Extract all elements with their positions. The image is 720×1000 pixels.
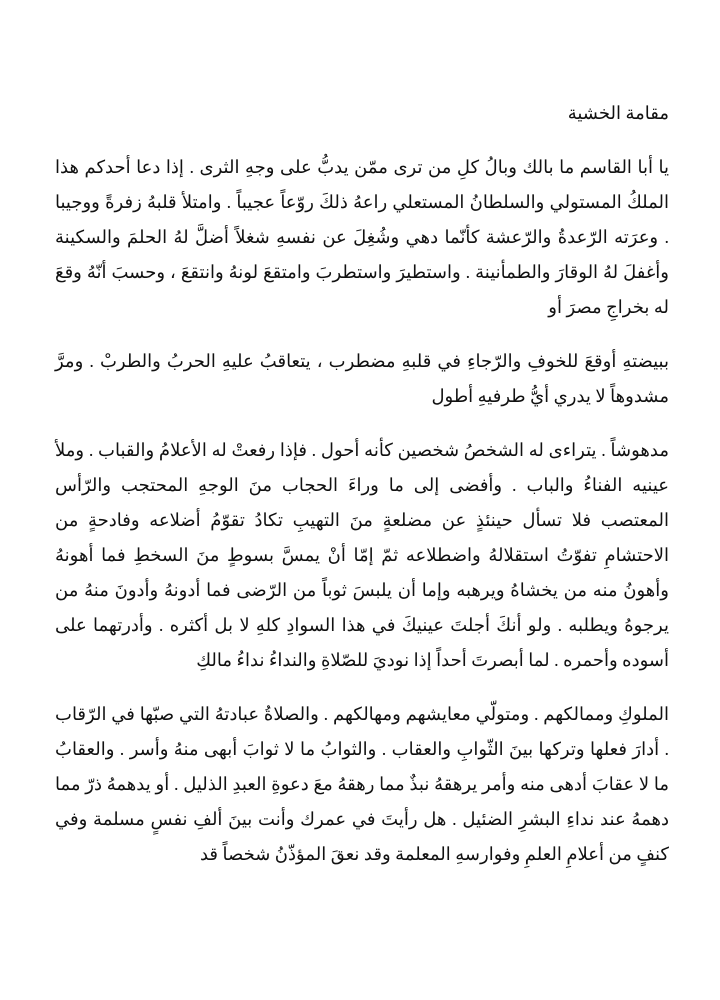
paragraph-3: مدهوشاً . يتراءى له الشخصُ شخصين كأنه أحول . فإذا رفعتْ له الأعلامُ والقباب . وملأ عينيه الفناءُ والباب . وأفضى إلى ما وراءَ الحجاب منَ الوجهِ المحتجب والرّأس المعتصب فلا تسأل حينئذٍ عن مضلعةٍ منَ التهيبِ تكادُ تقوّمُ أضلاعه وفادحةٍ من الاحتشامِ تفوّتُ استقلالهُ واضطلاعه ثمّ إمّا أنْ يمسَّ بسوطٍ منَ السخطِ فما أهونهُ وأهونُ منه من يخشاهُ ويرهبه وإما أن يلبسَ ثوباً من الرّضى فما أدونهُ وأدونَ منهُ من يرجوهُ ويطلبه . ولو أنكَ أجلتَ عينيكَ في هذا السوادِ كلهِ لا بل أكثره . وأدرتهما على أسوده وأحمره . لما أبصرتَ أحداً إذا نوديَ للصّلاةِ والنداءُ نداءُ مالكِ [55, 440, 669, 670]
document-title: مقامة الخشية [567, 103, 669, 123]
paragraph-1: يا أبا القاسم ما بالك وبالُ كلِ من ترى ممّن يدبُّ على وجهِ الثرى . إذا دعا أحدكم هذا الملكُ المستولي والسلطانُ المستعلي راعهُ ذلكَ روّعاً عجيباً . وامتلأ قلبهُ زفرةً ووجيبا . وعرَته الرّعدةُ والرّعشة كأنّما دهي وشُغِلَ عن نفسهِ شغلاً أضلَّ لهُ الحلمَ والسكينة وأغفلَ لهُ الوقارَ والطمأنينة . واستطيرَ واستطربَ وامتقعَ لونهُ وانتقعَ ، وحسبَ أنّهُ وقعَ له بخراجِ مصرَ أو [55, 157, 669, 317]
paragraph-2: ببيضتهِ أوقعَ للخوفِ والرّجاءِ في قلبهِ مضطرب ، يتعاقبُ عليهِ الحربُ والطربْ . ومرَّ مشدوهاً لا يدري أيُّ طرفيهِ أطول [55, 351, 669, 406]
document-page [55, 96, 669, 891]
paragraph-4: الملوكِ وممالكهم . ومتولّي معايشهم ومهالكهم . والصلاةُ عبادتهُ التي صبّها في الرّقاب . أدارَ فعلها وتركها بينَ الثّوابِ والعقاب . والثوابُ ما لا ثوابَ أبهى منهُ وأسر . والعقابُ ما لا عقابَ أدهى منه وأمر يرهقهُ نبذٌ مما رهقهُ معَ دعوةِ العبدِ الذليل . أو يدهمهُ ذرّ مما دهمهُ عند نداءِ البشرِ الضئيل . هل رأيتَ في عمرك وأنت بينَ ألفِ نفسٍ مسلمة وفي كنفٍ من أعلامِ العلمِ وفوارسهِ المعلمة وقد نعقَ المؤذّنُ شخصاً قد [55, 704, 669, 864]
